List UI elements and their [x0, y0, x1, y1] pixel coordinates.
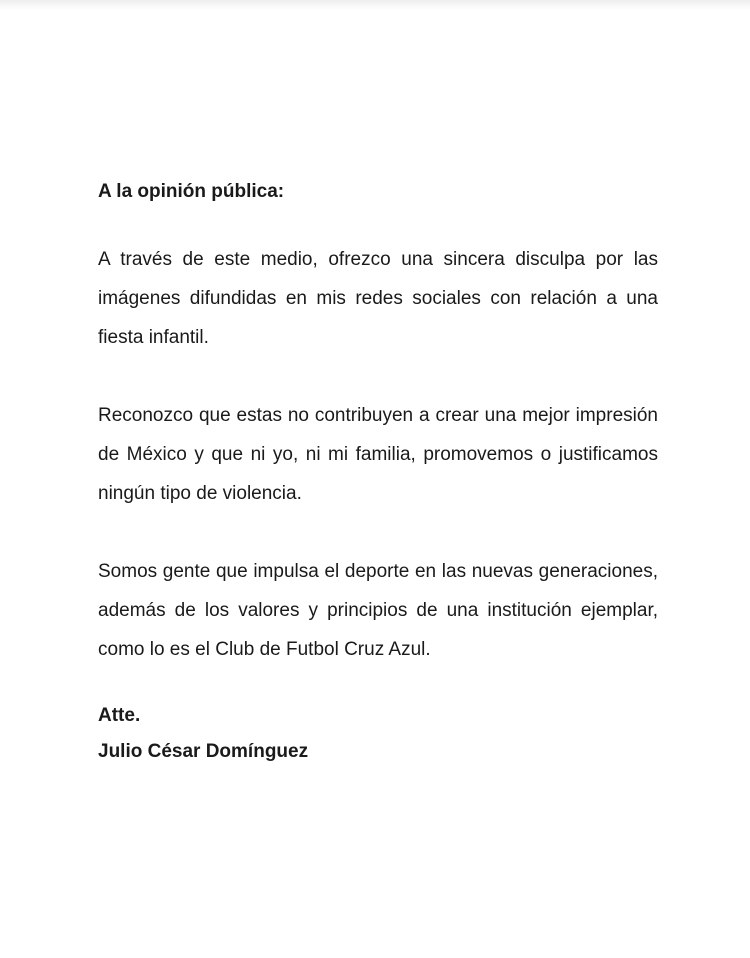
paragraph-acknowledgement: Reconozco que estas no contribuyen a crear una mejor impresión de México y que ni yo, ni mi familia, promovemos o justificamos ningún tipo de violencia. [98, 405, 658, 504]
closing-block [98, 698, 658, 770]
top-shadow-edge [0, 0, 750, 10]
paragraph-values: Somos gente que impulsa el deporte en las nuevas generaciones, además de los valores y principios de una institución ejemplar, como lo es el Club de Futbol Cruz Azul. [98, 561, 658, 660]
statement-letter [98, 176, 658, 770]
salutation: A la opinión pública: [98, 181, 285, 202]
closing-atte: Atte. [98, 705, 141, 726]
paragraph-apology: A través de este medio, ofrezco una sincera disculpa por las imágenes difundidas en mis redes sociales con relación a una fiesta infantil. [98, 249, 658, 348]
signature-name: Julio César Domínguez [98, 741, 309, 762]
